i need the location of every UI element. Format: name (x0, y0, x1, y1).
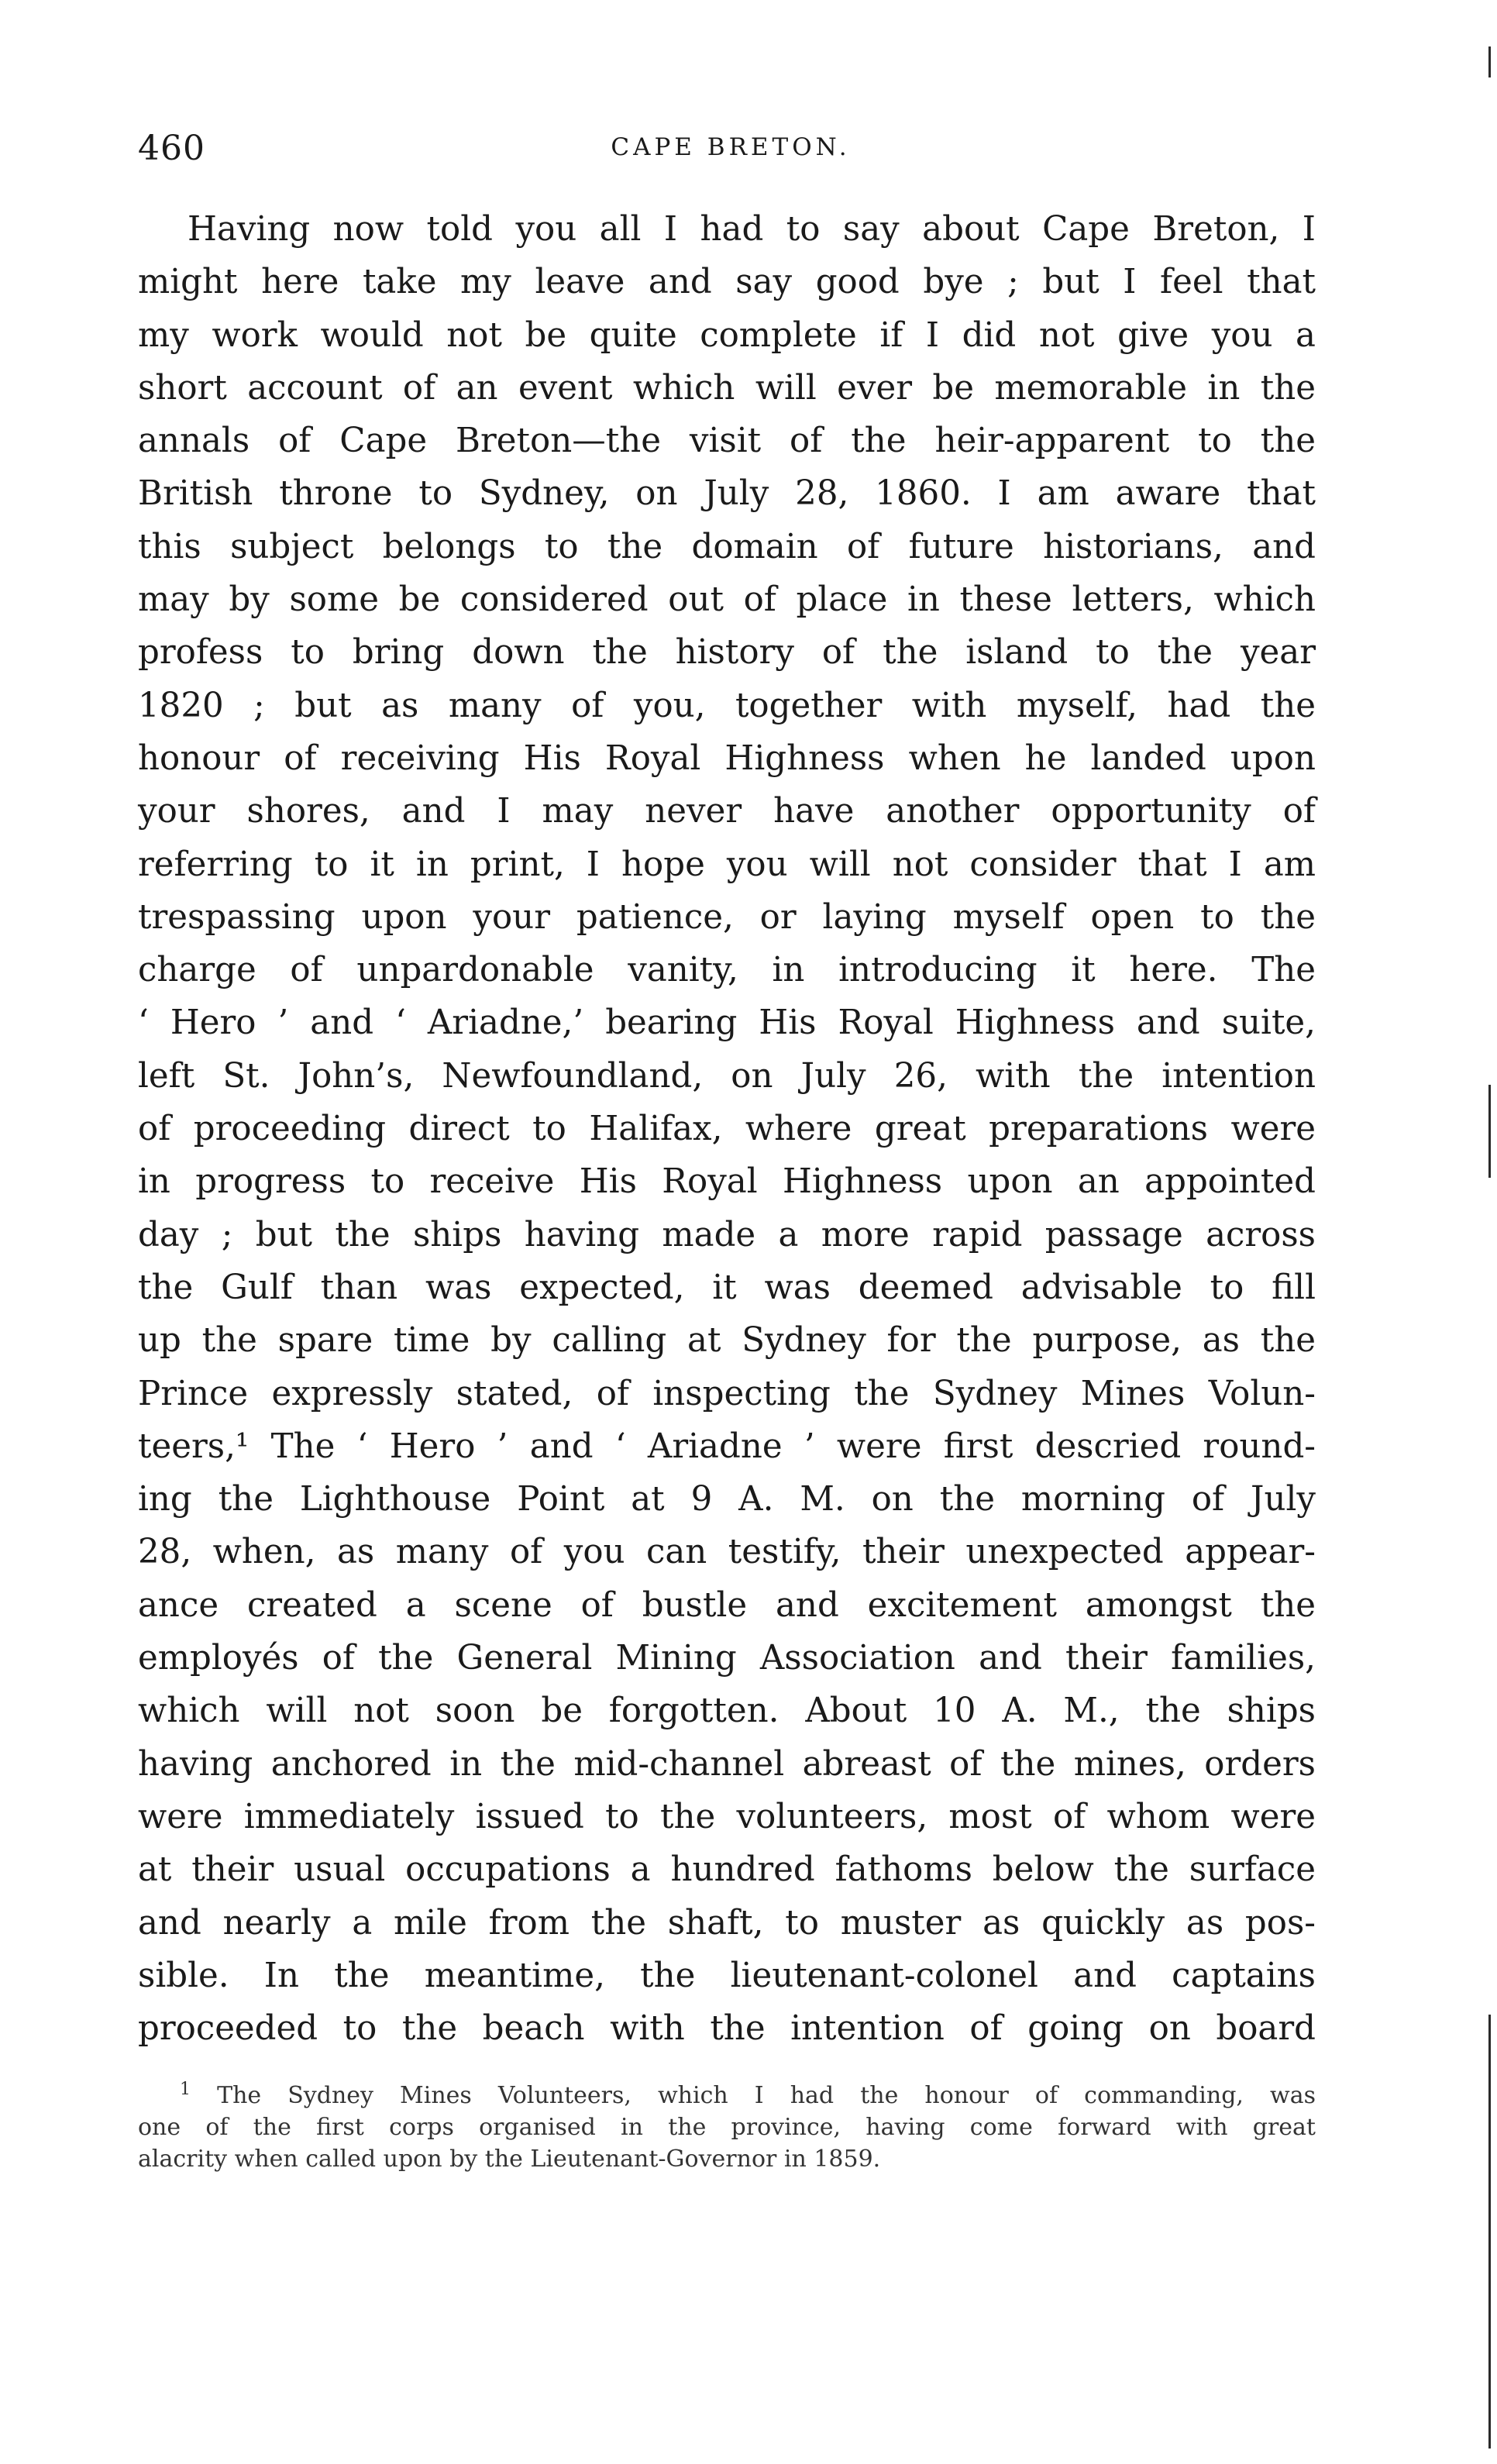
text-line: at their usual occupations a hundred fathoms below the surface (138, 1850, 1316, 1890)
footnote-line (138, 2080, 1316, 2111)
text-line: in progress to receive His Royal Highness upon an appointed (138, 1162, 1316, 1202)
text-line: honour of receiving His Royal Highness when he landed upon (138, 738, 1316, 778)
text-line: referring to it in print, I hope you will not consider that I am (138, 845, 1316, 884)
page-edge-mark (1488, 46, 1491, 77)
page-number: 460 (138, 129, 205, 168)
text-line: ‘ Hero ’ and ‘ Ariadne,’ bearing His Royal Highness and suite, (138, 1003, 1316, 1043)
text-line: sible. In the meantime, the lieutenant-colonel and captains (138, 1956, 1316, 1995)
running-title: CAPE BRETON. (611, 133, 851, 161)
text-line: up the spare time by calling at Sydney for the purpose, as the (138, 1321, 1316, 1361)
text-line: ance created a scene of bustle and excitement amongst the (138, 1585, 1316, 1625)
text-line: left St. John’s, Newfoundland, on July 26, with the intention (138, 1056, 1316, 1096)
text-line: ing the Lighthouse Point at 9 A. M. on the morning of July (138, 1480, 1316, 1519)
running-head (138, 129, 1323, 175)
text-line: may by some be considered out of place in these letters, which (138, 580, 1316, 620)
text-line: trespassing upon your patience, or laying myself open to the (138, 897, 1316, 937)
text-line: Having now told you all I had to say about Cape Breton, I (188, 210, 1316, 249)
text-line: teers,¹ The ‘ Hero ’ and ‘ Ariadne ’ were first descried round- (138, 1426, 1316, 1466)
text-line: Prince expressly stated, of inspecting the Sydney Mines Volun- (138, 1374, 1316, 1413)
text-line: might here take my leave and say good bye ; but I feel that (138, 263, 1316, 302)
text-line: day ; but the ships having made a more rapid passage across (138, 1215, 1316, 1254)
text-line: annals of Cape Breton—the visit of the heir-apparent to the (138, 422, 1316, 461)
text-line: your shores, and I may never have another opportunity of (138, 792, 1316, 831)
text-line: were immediately issued to the volunteers, most of whom were (138, 1797, 1316, 1836)
text-line: 28, when, as many of you can testify, their unexpected appear- (138, 1533, 1316, 1572)
footnote-text: The Sydney Mines Volunteers, which I had the honour of commanding, was (217, 2082, 1316, 2109)
text-line: employés of the General Mining Association and their families, (138, 1639, 1316, 1678)
footnote-line: one of the first corps organised in the province, having come forward with great (138, 2114, 1316, 2141)
footnote-line: alacrity when called upon by the Lieutenant-Governor in 1859. (138, 2146, 881, 2173)
text-line: this subject belongs to the domain of future historians, and (138, 527, 1316, 566)
text-line: British throne to Sydney, on July 28, 1860. I am aware that (138, 474, 1316, 514)
page-edge-mark (1488, 1085, 1491, 1178)
text-line: charge of unpardonable vanity, in introducing it here. The (138, 951, 1316, 990)
text-line: 1820 ; but as many of you, together with myself, had the (138, 686, 1316, 725)
text-line: short account of an event which will ever be memorable in the (138, 368, 1316, 408)
footnote-marker: 1 (180, 2080, 191, 2099)
text-line: the Gulf than was expected, it was deemed advisable to fill (138, 1268, 1316, 1307)
footnote (138, 2080, 1316, 2175)
text-line: and nearly a mile from the shaft, to muster as quickly as pos- (138, 1903, 1316, 1943)
page-edge-mark (1488, 2015, 1491, 2449)
body-paragraph (138, 203, 1316, 2055)
text-line: profess to bring down the history of the island to the year (138, 633, 1316, 673)
text-line: of proceeding direct to Halifax, where great preparations were (138, 1110, 1316, 1149)
text-line: having anchored in the mid-channel abreast of the mines, orders (138, 1744, 1316, 1784)
text-line: which will not soon be forgotten. About 10 A. M., the ships (138, 1691, 1316, 1731)
text-line: my work would not be quite complete if I did not give you a (138, 315, 1316, 355)
text-line: proceeded to the beach with the intention of going on board (138, 2009, 1316, 2049)
